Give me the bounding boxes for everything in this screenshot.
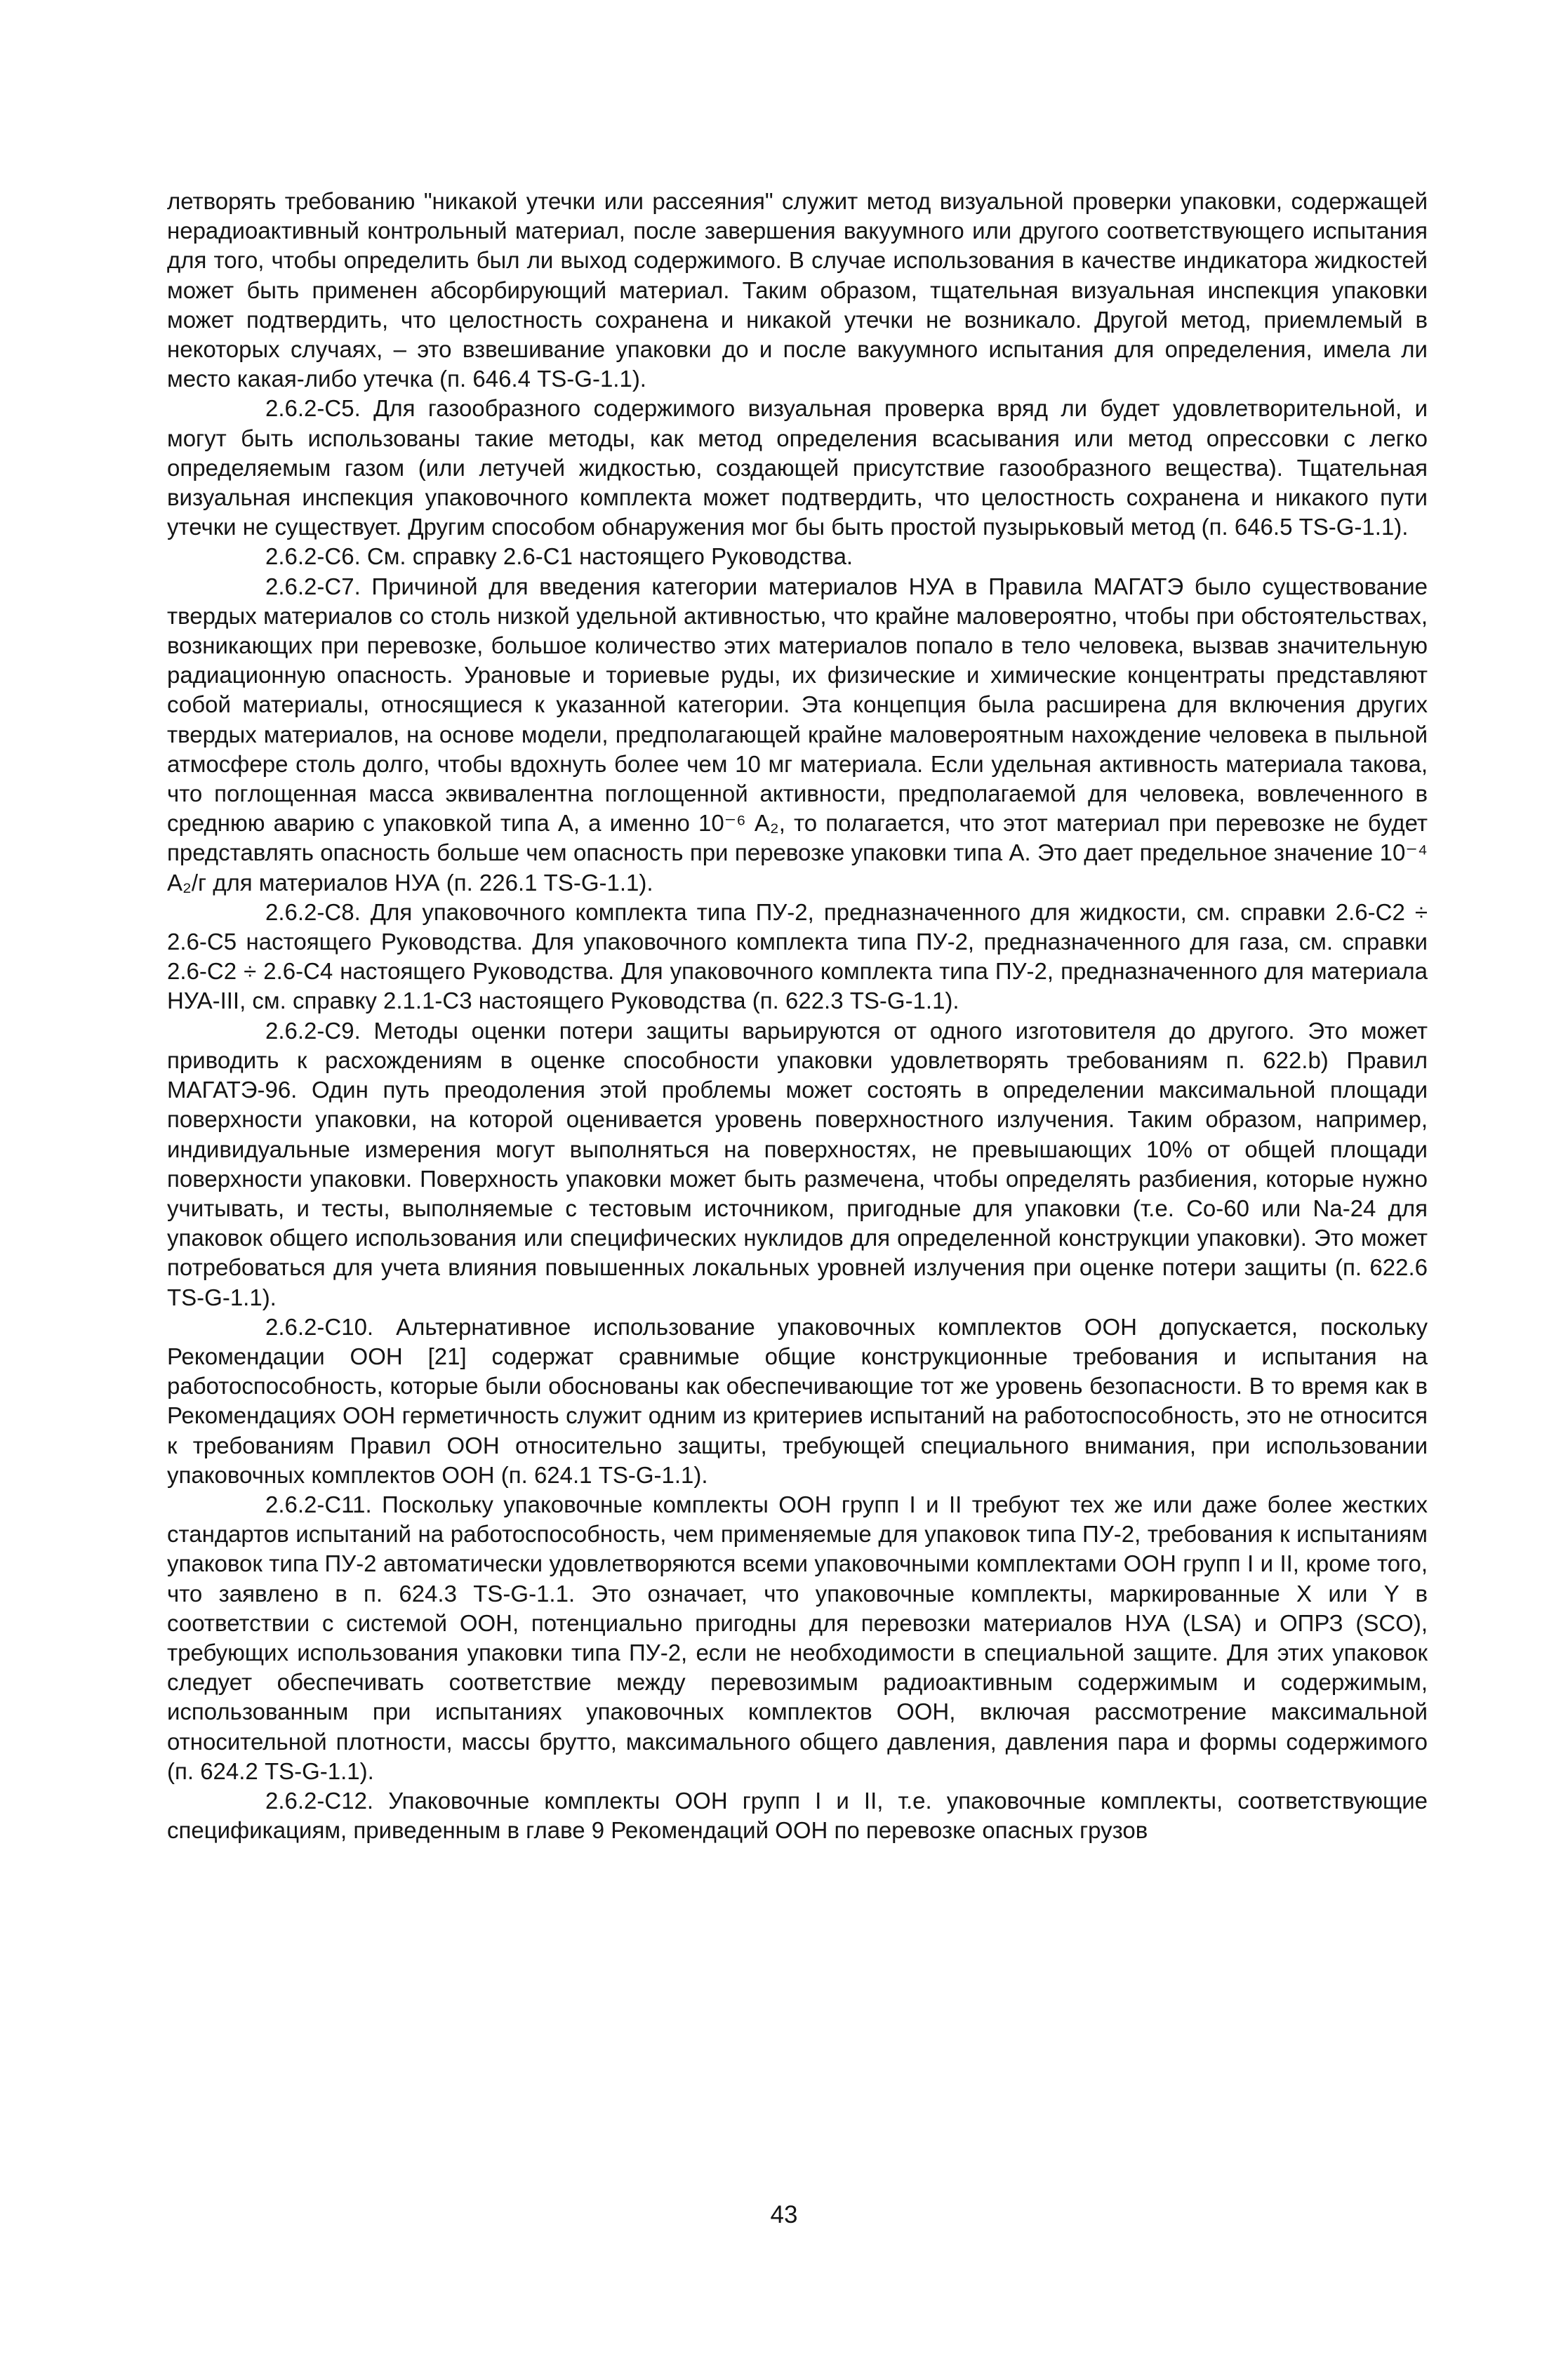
paragraph-2-6-2-c10: 2.6.2-С10. Альтернативное использование упаковочных комплектов ООН допускается, поскольку Рекомендации ООН [21] содержат сравнимые общие конструкционные требования и испытания на работоспособность, которые были обоснованы как обеспечивающие тот же уровень безопасности. В то время как в Рекомендациях ООН герметичность служит одним из критериев испытаний на работоспособность, это не относится к требованиям Правил ООН относительно защиты, требующей специального внимания, при использовании упаковочных комплектов ООН (п. 624.1 TS-G-1.1).	[167, 1313, 1428, 1488]
paragraph-continuation: летворять требованию "никакой утечки или рассеяния" служит метод визуальной проверки упаковки, содержащей нерадиоактивный контрольный материал, после завершения вакуумного или другого соответствующего испытания для того, чтобы определить был ли выход содержимого. В случае использования в качестве индикатора жидкостей может быть применен абсорбирующий материал. Таким образом, тщательная визуальная инспекция упаковки может подтвердить, что целостность сохранена и никакой утечки не возникало. Другой метод, приемлемый в некоторых случаях, – это взвешивание упаковки до и после вакуумного испытания для определения, имела ли место какая-либо утечка (п. 646.4 TS-G-1.1).	[167, 188, 1428, 392]
paragraph-2-6-2-c5: 2.6.2-С5. Для газообразного содержимого визуальная проверка вряд ли будет удовлетворительной, и могут быть использованы такие методы, как метод определения всасывания или метод опрессовки с легко определяемым газом (или летучей жидкостью, создающей присутствие газообразного вещества). Тщательная визуальная инспекция упаковочного комплекта может подтвердить, что целостность сохранена и никакого пути утечки не существует. Другим способом обнаружения мог бы быть простой пузырьковый метод (п. 646.5 TS-G-1.1).	[167, 395, 1428, 540]
paragraph-2-6-2-c6: 2.6.2-С6. См. справку 2.6-С1 настоящего Руководства.	[265, 543, 853, 570]
paragraph-2-6-2-c7: 2.6.2-С7. Причиной для введения категории материалов НУА в Правила МАГАТЭ было существование твердых материалов со столь низкой удельной активностью, что крайне маловероятно, чтобы при обстоятельствах, возникающих при перевозке, большое количество этих материалов попало в тело человека, вызвав значительную радиационную опасность. Урановые и ториевые руды, их физические и химические концентраты представляют собой материалы, относящиеся к указанной категории. Эта концепция была расширена для включения других твердых материалов, на основе модели, предполагающей крайне маловероятным нахождение человека в пыльной атмосфере столь долго, чтобы вдохнуть более чем 10 мг материала. Если удельная активность материала такова, что поглощенная масса эквивалентна поглощенной активности, предполагаемой для человека, вовлеченного в среднюю аварию с упаковкой типа А, а именно 10⁻⁶ A₂, то полагается, что этот материал при перевозке не будет представлять опасность больше чем опасность при перевозке упаковки типа А. Это дает предельное значение 10⁻⁴ A₂/г для материалов НУА (п. 226.1 TS-G-1.1).	[167, 573, 1428, 896]
paragraph-2-6-2-c12: 2.6.2-С12. Упаковочные комплекты ООН групп I и II, т.е. упаковочные комплекты, соответствующие спецификациям, приведенным в главе 9 Рекомендаций ООН по перевозке опасных грузов	[167, 1787, 1428, 1844]
paragraph-2-6-2-c9: 2.6.2-С9. Методы оценки потери защиты варьируются от одного изготовителя до другого. Это может приводить к расхождениям в оценке способности упаковки удовлетворять требованиям п. 622.b) Правил МАГАТЭ-96. Один путь преодоления этой проблемы может состоять в определении максимальной площади поверхности упаковки, на которой оценивается уровень поверхностного излучения. Таким образом, например, индивидуальные измерения могут выполняться на поверхностях, не превышающих 10% от общей площади поверхности упаковки. Поверхность упаковки может быть размечена, чтобы определять разбиения, которые нужно учитывать, и тесты, выполняемые с тестовым источником, пригодные для упаковки (т.е. Со-60 или Na-24 для упаковок общего использования или специфических нуклидов для определенной конструкции упаковки). Это может потребоваться для учета влияния повышенных локальных уровней излучения при оценке потери защиты (п. 622.6 TS-G-1.1).	[167, 1017, 1428, 1310]
paragraph-2-6-2-c8: 2.6.2-С8. Для упаковочного комплекта типа ПУ-2, предназначенного для жидкости, см. справки 2.6-С2 ÷ 2.6-С5 настоящего Руководства. Для упаковочного комплекта типа ПУ-2, предназначенного для газа, см. справки 2.6-С2 ÷ 2.6-С4 настоящего Руководства. Для упаковочного комплекта типа ПУ-2, предназначенного для материала НУА-III, см. справку 2.1.1-С3 настоящего Руководства (п. 622.3 TS-G-1.1).	[167, 898, 1428, 1014]
paragraph-2-6-2-c11: 2.6.2-С11. Поскольку упаковочные комплекты ООН групп I и II требуют тех же или даже более жестких стандартов испытаний на работоспособность, чем применяемые для упаковок типа ПУ-2, требования к испытаниям упаковок типа ПУ-2 автоматически удовлетворяются всеми упаковочными комплектами ООН групп I и II, кроме того, что заявлено в п. 624.3 TS-G-1.1. Это означает, что упаковочные комплекты, маркированные X или Y в соответствии с системой ООН, потенциально пригодны для перевозки материалов НУА (LSA) и ОПРЗ (SCO), требующих использования упаковки типа ПУ-2, если не необходимости в специальной защите. Для этих упаковок следует обеспечивать соответствие между перевозимым радиоактивным содержимым и содержимым, использованным при испытаниях упаковочных комплектов ООН, включая рассмотрение максимальной относительной плотности, массы брутто, максимального общего давления, давления пара и формы содержимого (п. 624.2 TS-G-1.1).	[167, 1491, 1428, 1784]
page-number: 43	[770, 2201, 798, 2228]
document-body	[167, 187, 1428, 1845]
